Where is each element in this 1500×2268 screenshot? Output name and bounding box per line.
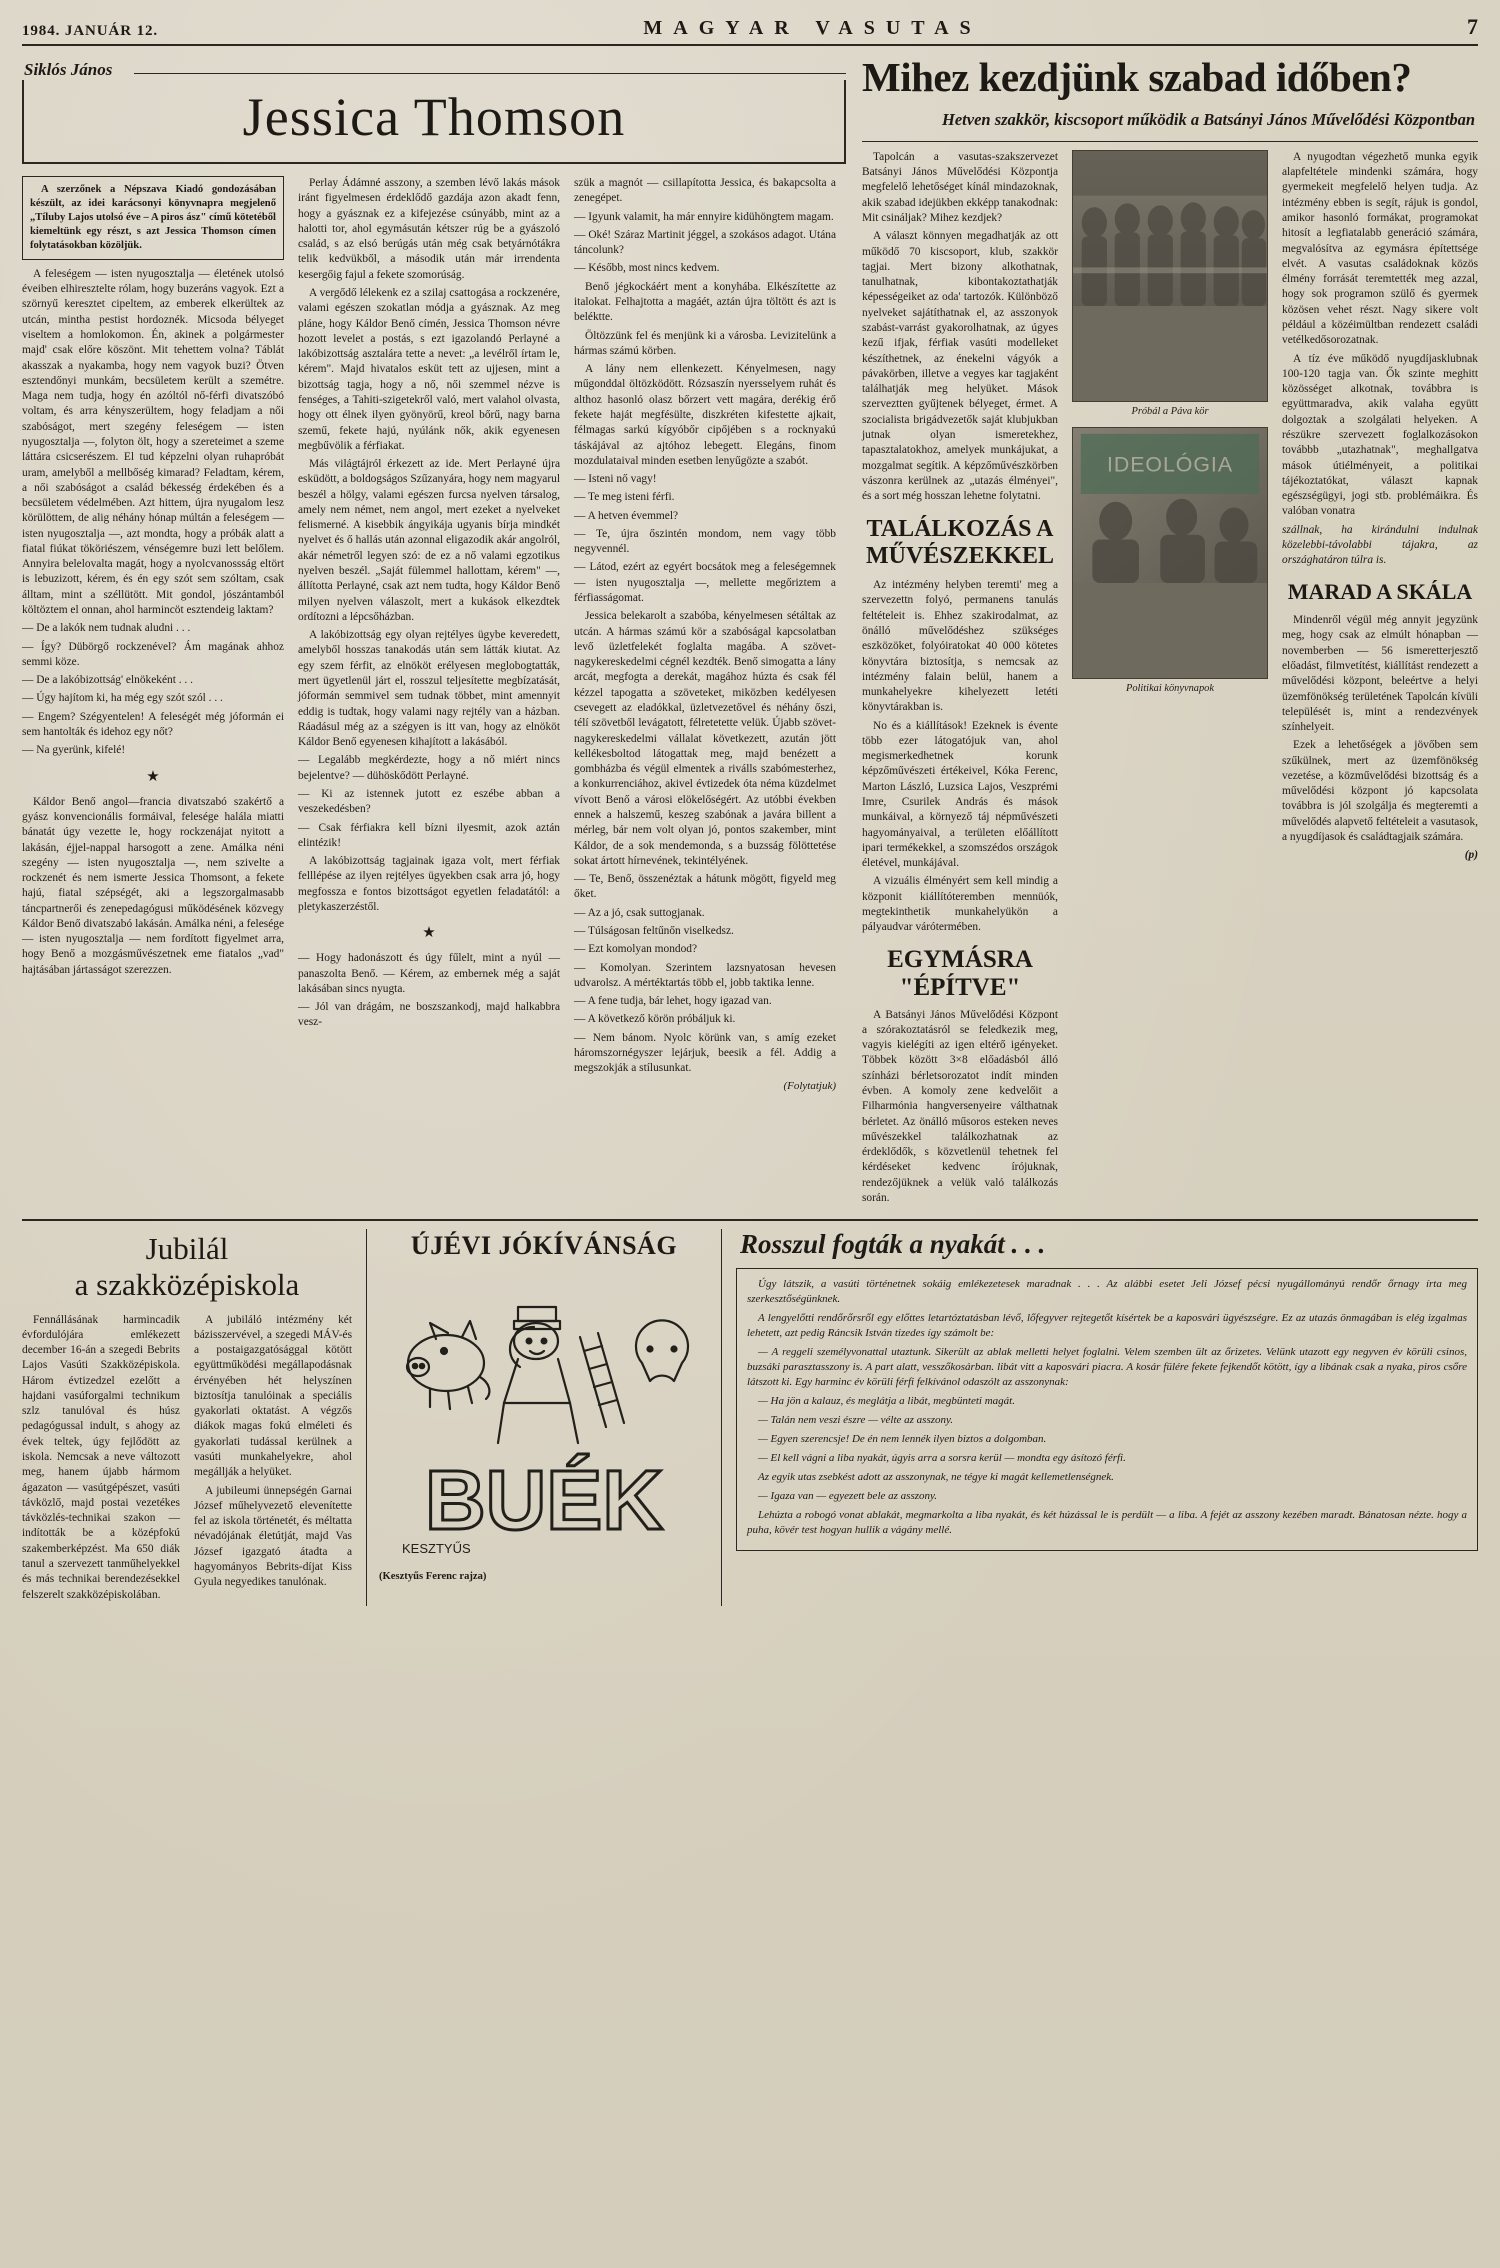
story-headline-box — [22, 80, 846, 164]
paragraph: — Ezt komolyan mondod? — [574, 943, 698, 956]
paragraph: — Talán nem veszi észre — vélte az asszony. — [758, 1413, 954, 1426]
section-divider-star: ★ — [146, 768, 160, 785]
paragraph: A Batsányi János Művelődési Központ a szórakoztatásról se feledkezik meg, vagyis kielégíti az igen eltérő igényeket. Többek között 3×8 előadásból álló színházi bérletsorozatot indít minden évben. A komoly zene kedvelőit a Filharmónia hangversenyeire válthatnak bérletet. Az önálló műsoros esteken neves művészekkel találkozhatnak az érdeklődők, s közvetlenül tehetnek fel kérdéseket kedvenc írójuknak, rendezőjüknek a velük való találkozás során. — [862, 1008, 1058, 1204]
masthead-date: 1984. JANUÁR 12. — [22, 23, 159, 39]
paragraph: — Jól van drágám, ne boszszankodj, majd halkabbra vesz- — [298, 1001, 560, 1029]
cartoon-lettering: BUÉK — [424, 1453, 664, 1548]
jubilal-title-line2: a szakközépiskola — [74, 1266, 300, 1302]
paragraph: Úgy látszik, a vasúti történetnek sokáig emlékezetesek maradnak . . . Az alábbi esetet Jeli József pécsi nyugállományú rendőr őrnagy írta meg szerkesztőségünknek. — [747, 1278, 1467, 1306]
section-heading-talalkozas: TALÁLKOZÁS A MŰVÉSZEKKEL — [865, 516, 1055, 570]
masthead-title: MAGYAR VASUTAS — [643, 17, 982, 39]
paragraph: — Később, most nincs kedvem. — [574, 262, 720, 275]
divider — [862, 141, 1478, 142]
cartoonist-signature: KESZTYŰS — [402, 1541, 471, 1557]
left-columns — [22, 176, 846, 1094]
svg-text:IDEOLÓGIA: IDEOLÓGIA — [1106, 452, 1234, 477]
bottom-section — [22, 1219, 1478, 1606]
paragraph: — Úgy hajítom ki, ha még egy szót szól . . . — [22, 692, 223, 705]
ujevi-cartoon-article — [366, 1229, 722, 1606]
paragraph: — Csak férfiakra kell bízni ilyesmit, azok aztán elintézik! — [298, 821, 560, 849]
paragraph: A tíz éve működő nyugdíjasklubnak 100-120 tagja van. Ők szinte meghitt közösséget alkotnak, továbbra is együttmaradva, akik valaha együtt dolgoztak a szolgálati helyeken. A részükre szervezett foglalkozásokon továbbb „utazhatnak", meghallgatva mások útiélményeit, a politikai tájékoztatókat, választ kapnak egészségügyi, jogi stb. problémáikra. És valóban vonatra — [1282, 352, 1478, 518]
paragraph: Más világtájról érkezett az ide. Mert Perlayné újra esküdött, a boldogságos Szűzanyára, hogy nem magyarul beszél a hölgy, valami egészen furcsa nyelven társalog, amely nem német, nem angol, mert ezeket a nyelveket felismerné. A kisebbik ángyikája ugyanis bírja mindkét nyelvet és ő hallás után azonnal eligazodik akár angolról, akár németről legyen szó: de ez a nő valami egzotikus nyelven beszél. „Saját fülemmel hallottam, kérem" —, állította Perlayné, csak azt nem tudta, hogy Káldor Benő milyen nyelven válaszolt, mert a kukások elkezdtek ordítozni a lépcsőházban. — [298, 458, 560, 623]
paragraph: — Túlságosan feltűnőn viselkedsz. — [574, 924, 734, 937]
paragraph: — De a lakók nem tudnak aludni . . . — [22, 622, 191, 635]
paragraph: — A hetven évemmel? — [574, 509, 679, 522]
story-lead — [22, 176, 284, 260]
paragraph: A jubileumi ünnepségén Garnai József műhelyvezető elevenítette fel az iskola történetét, és méltatta névadójának életútját, majd Vas József igazgató átadta a hagyományos Bebrits-díjat Kiss Gyula negyedikes tanulónak. — [194, 1484, 352, 1589]
paragraph: — Így? Dübörgő rockzenével? Ám magának ahhoz semmi köze. — [22, 640, 284, 668]
photo-graphic — [1073, 428, 1267, 583]
cartoon-caption: (Kesztyűs Ferenc rajza) — [379, 1571, 487, 1583]
story-lead-text: A szerzőnek a Népszava Kiadó gondozásában készült, az idei karácsonyi könyvnapra megjelenő „Tíluby Lajos utolsó éve – A piros ász" című kötetéből kiemeltünk egy részt, s azt Jessica Thomson címen folytatásokban közöljük. — [30, 184, 276, 251]
paragraph: — Nem bánom. Nyolc körünk van, s amíg ezeket háromszornégyszer lejárjuk, beesik a fél. Addig a megszokják a stílusunkat. — [574, 1031, 836, 1075]
rosszul-title: Rosszul fogták a nyakát . . . — [740, 1229, 1046, 1260]
paragraph: Mindenről végül még annyit jegyzünk meg, hogy csak az elmúlt hónapban — novemberben — 56 ismeretterjesztő előadást, filmvetítést, kiállítást rendezett a művelődési központ, beleértve a helyi üzemfönökség területének Tapolcán kívüli települését is, mint a rendezvények színhelyeit. — [1282, 614, 1478, 734]
right-column-3 — [1282, 150, 1478, 1209]
paragraph: — Ha jön a kalauz, és meglátja a libát, megbünteti magát. — [758, 1394, 1015, 1407]
paragraph: — Te meg isteni férfi. — [574, 491, 675, 504]
paragraph: A nyugodtan végezhető munka egyik alapfeltétele mindenki számára, hogy gyermekeit megfelelő helyen tudja. Az intézmény ebben is segít, rájuk is gondol, amikor hasonló formákat, programokat hitosít a legfiatalabb generáció számára, megvalósítva az egymásra építettsége elvét. A vasutas családoknak közös élmény forrását teremtették meg azzal, hogy sok programon szülő és gyermek közösen vehet részt. Nagy sikere volt például a közéimültban rendezett családi vetélkedősorozatnak. — [1282, 150, 1478, 347]
paragraph: — Te, Benő, összenéztak a hátunk mögött, figyeld meg őket. — [574, 873, 836, 901]
left-column-2 — [298, 176, 560, 1094]
section-heading-egymasra: EGYMÁSRA "ÉPÍTVE" — [887, 945, 1033, 1001]
ujevi-title: ÚJÉVI JÓKÍVÁNSÁG — [410, 1231, 678, 1261]
jubilal-column-2 — [194, 1313, 352, 1606]
right-subheadline: Hetven szakkör, kiscsoport működik a Batsányi János Művelődési Központban — [942, 109, 1476, 129]
jubilal-column-1 — [22, 1313, 180, 1606]
continuation-note: (Folytatjuk) — [783, 1080, 836, 1093]
paragraph: Fennállásának harmincadik évfordulójára emlékezett december 16-án a szegedi Bebrits Lajos Vasúti Szakközépiskola. Három évtizedzel ezelőtt a hajdani vasúforgalmi technikum szlz tanulóval és húsz pedagógussal indult, s ahogy az évek teltek, úgy fejlődött az iskola. Nemcsak a neve változott meg, hanem újabb hármom ágazaton — vasútgépészet, vasúti távközlő, majd postai vezetékes távközlés-technikai szakon — indították be a középfokú szakemberképzést. Ma 650 diák tanul a szervezett tanműhelyekkel és más technikai berendezésekkel felszerelt szakközépiskolában. — [22, 1313, 180, 1601]
right-headline: Mihez kezdjünk szabad időben? — [862, 54, 1412, 100]
paragraph: A választ könnyen megadhatják az ott működő 70 kiscsoport, klub, szakkör tagjai. Mert bizony alkothatnak, tanulhatnak, kibontakoztathatják képességeiket az oda' tartozók. Különböző nyelveket sajátíthatnak el, az asszonyok szabást-varrást gyakorolhatnak, az úgyes kezű ifjak, férfiak vasúti modelleket készíthetnek, az énekelni vágyók a pávakörben, illetve a vegyes kar tagjaként találhatják meg helyüket. Mások szerveztten gyűjtenek bélyeget, érmet. A szocialista brigádvezetők saját klubjukban jutnak olyan ismeretekhez, tapasztalatokhoz, amelyek munkájukat, a mozgalmat segítik. A képzőművészkörben vászonra kerülnek az „utazás élményei", és a sort még hosszan lehetne folytatni. — [862, 230, 1058, 503]
paragraph: — Hogy hadonászott és úgy fűlelt, mint a nyúl — panaszolta Benő. — Kérem, az embernek még a saját lakásában sincs nyugta. — [298, 952, 560, 995]
masthead — [22, 14, 1478, 46]
paragraph: — Oké! Száraz Martinit jéggel, a szokásos adagot. Utána táncolunk? — [574, 228, 836, 257]
jubilal-title-line1: Jubilál — [145, 1231, 229, 1267]
paragraph: — A fene tudja, bár lehet, hogy igazad van. — [574, 995, 772, 1008]
top-section — [22, 52, 1478, 1209]
rosszul-body — [736, 1268, 1478, 1550]
paragraph-italic: szállnak, ha kirándulni indulnak közelebbi-távolabbi tájakra, az országhatáron túlra is. — [1282, 523, 1478, 567]
paragraph: A jubiláló intézmény két bázisszervével, a szegedi MÁV-és a postaigazgatósággal kötött együttműködési megállapodásnak érvényében hét helyszínen biztosítja tanulóinak a speciális gyakorlati oktatást. A végzős diákok magas fokú elméleti és gyakorlati tudással kerülnek a vasúti munkahelyekre, ahol megállják a helyüket. — [194, 1313, 352, 1479]
paragraph: Perlay Ádámné asszony, a szemben lévő lakás mások iránt figyelmesen érdeklődő gazdája azon akadt fenn, hogy a gyásznak ez a kifejezése csúnyább, mint az a halotti tor, ahol egymásután kétszer rúg be a gyászoló család, s az elsó berúgás után még csak betyárnótákra telik kedvükből, a második után már irrendenta kesergőig fajul a fekete szomorúság. — [298, 177, 560, 281]
paragraph: A lengyelőtti rendőrőrsről egy előttes letartóztatásban lévő, lőfegyver rejtegetőt kísértek be a kaposvári ügyészségre. Ez az utazás önmagában is elég izgalmas lehetett, azt pedig Ráncsik István tizedes így számolt be: — [747, 1312, 1467, 1340]
paragraph: No és a kiállítások! Ezeknek is évente több ezer látogatójuk van, ahol megismerkedhetnek korunk képzőművészeti értékeivel, Kóka Ferenc, Marton László, Luzsica Lajos, Veszprémi Imre, Csurilek András és mások munkáival, a környező táj népművészeti hagyományaival, a területen előállított ipari termékekkel, a szomszédos országok életével, munkájával. — [862, 719, 1058, 870]
paragraph: A lakóbizottság tagjainak igaza volt, mert férfiak felllépése az ilyen rejtélyes ügyekben csak arra jó, hogy megfossza e fontos bizottságot egyetlen feladatától: a pletykaszerzéstől. — [298, 855, 560, 913]
story-author: Siklós János — [24, 60, 846, 80]
paragraph: — A reggeli személyvonattal utaztunk. Sikerült az ablak melletti helyet foglalni. Velem szemben ült az őrizetes. Velünk utazott egy negyven év körüli csinos, buzsáki parasztasszony is. A part alatt, vesszőkosárban. libát vitt a kaposvári piacra. A kosár fülére fekete fejkendőt kötött, így a libának csak a nyaka, piros csőre látszott ki. Egy harminc év körüli férfi felkívánol odaszólt az asszonynak: — [747, 1346, 1467, 1388]
section-heading-marad: MARAD A SKÁLA — [1287, 579, 1473, 605]
paragraph: — El kell vágni a liba nyakát, úgyis arra a sorsra kerül — mondta egy ásítozó férfi. — [758, 1451, 1126, 1464]
paragraph: Lehúzta a robogó vonat ablakát, megmarkolta a liba nyakát, és két húzással le is perdült — a liba. A fejét az asszony kezében maradt. Bánatosan nézte. hogy a puha, kövér test hogyan hullik a vágány mellé. — [747, 1508, 1467, 1536]
section-divider-star: ★ — [422, 925, 436, 942]
rosszul-article — [736, 1229, 1478, 1606]
paragraph: Az intézmény helyben teremti' meg a szervezettn folyó, permanens tanulás feltételeit is. Ehhez szakirodalmat, az önálló művelődéshez szükséges eszközöket, folyóiratokat 40 000 kötetes könyvtára biztosítja, s nemcsak az intézmény falain belül, hanem a munkahelyekre kihelyezett letéti könyvtárakban is. — [862, 579, 1058, 714]
paragraph: Öltözzünk fel és menjünk ki a városba. Levizitelünk a hármas számú körben. — [574, 329, 836, 357]
paragraph: — Az a jó, csak suttogjanak. — [574, 906, 705, 919]
cartoon-illustration — [379, 1267, 709, 1567]
paragraph: — De a lakóbizottság' elnökeként . . . — [22, 674, 193, 687]
paragraph: — Egyen szerencsje! De én nem lennék ilyen biztos a dolgomban. — [758, 1432, 1047, 1445]
paragraph: — Látod, ezért az egyért bocsátok meg a feleségemnek — isten nyugosztalja —, mellette megőriztem a férfiasságomat. — [574, 561, 836, 605]
paragraph: — Na gyerünk, kifelé! — [22, 744, 126, 757]
paragraph: A vergődő lélekenk ez a szilaj csattogása a rockzenére, valami egészen szokatlan módja a gyásznak. Az meg pláne, hogy Káldor Benő címén, Jessica Thomson névre hozott levelet a postás, s ezt igazolandó Perlayné a lakóbizottság asztalára tette a nevet: „a levélről írtam le, kérem". Majd hivatalos esküt tett az ujjesen, mint a bizottság tagja, hogy a nő, női szemmel nézve is fenséges, a Tahiti-szigetekről való, mert valahol olvasta, hogy ott élnek ilyen gyönyörű, kreol bőrű, nagy barna szemű, fekete hajú, nyúlánk nők, akik egyenesen megbűvölik a férfiakat. — [298, 286, 560, 452]
jubilal-columns — [22, 1313, 352, 1606]
paragraph: — Te, újra őszintén mondom, nem vagy több negyvennél. — [574, 527, 836, 556]
right-columns — [862, 150, 1478, 1209]
left-column-3 — [574, 176, 836, 1094]
paragraph: Káldor Benő angol—francia divatszabó szakértő a gyász konvencionális formáival, felesége halála miatti bánatát úgy vezette le, hogy rockzenájat nyitott a lakásán, éjjel-nappal harsogott a zene. Amálka néni szegény — isten nyugosztalja —, nem szivelte a rockzenét és nem ismerte Jessica Thomsont, a fekete hajú, fiatal szépségét, aki a legszorgalmasabb táncpartnerői és zenepedagógusi működésének közvegy Káldor Benő divatszabó lakásán. Amálka néni, a felesége — isten nyugosztalja — nem fordított figyelmet arra, hogy Benő a mozgásművészetnek eme fiatalos „vad" hajtásában jártasságot szerezzen. — [22, 795, 284, 976]
left-story — [22, 52, 846, 1209]
paragraph: Az egyik utas zsebkést adott az asszonynak, ne tégye ki magát kellemetlenségnek. — [758, 1470, 1114, 1483]
masthead-page-number: 7 — [1467, 14, 1478, 39]
paragraph: A lakóbizottság egy olyan rejtélyes ügybe keveredett, amelyből hosszas tanakodás után sem látták kiutat. Az egy szem férfit, az elnököt erélyesen meglobogtatták, mert ügyetlenül járt el, rosszul teljesítette megbízatását, jóformán semmivel sem tudnak többet, mint amennyit eddig is tudtak, hogy valami nagy rejtély van a házban. Ráadásul még az a szégyen is itt van, hogy az elnököt Káldor Benő egyenesen kihajított a lakásából. — [298, 629, 560, 749]
left-column-1 — [22, 176, 284, 1094]
jubilal-title — [22, 1231, 352, 1302]
jubilal-article — [22, 1229, 352, 1606]
paragraph: A vizuális élményért sem kell mindig a közponit kiállítóteremben mennüók, megtekinthetik munkahelyükön a pályaudvar várótermében. — [862, 875, 1058, 934]
cartoon-graphic — [379, 1267, 709, 1567]
paragraph: — Igaza van — egyezett bele az asszony. — [758, 1489, 938, 1502]
photo-caption-konyvnapok: Politikai könyvnapok — [1125, 682, 1214, 694]
paragraph: szük a magnót — csillapította Jessica, és bakapcsolta a zenegépet. — [574, 177, 836, 205]
paragraph: — Isteni nő vagy! — [574, 473, 657, 486]
photo-graphic — [1073, 151, 1267, 306]
paragraph: Jessica belekarolt a szabóba, kényelmesen sétáltak az utcán. A hármas számú kör a szabóságal kapcsolatban levő üzletfelekét foglalta magába. A szövet-nagykereskedelmi cégnél kezdték. Benő simogatta a lány arcát, megfogta a derekát, magához húzta és csak fél kézzel tapogatta a szöveteket, miközben kedélyesen csevegett az eladókkal, üzletvezetővel és néhány őszi, télí szövetből levágatott, félretetette velük. Újabb szövet-nagykereskedelmi vállalat következett, azután jött kellékesboltod látogattak meg, majd benézett a gombházba és végül elmentek a riválls szabómesterhez, a konkurrenciához, akivel évtizedek óta néma küzdelmet vívott Benő a városi elökelőségért. Az utóbbi években ennek a halszemű, keszeg szabónak a javára billent a mérleg, bár nem volt olyan jó, pontos szakember, mint Káldor, de a sok mendemonda, s a buzsság fölöttetése sokat ártott hírnevének, tekintélyének. — [574, 610, 836, 867]
photo-caption-pava: Próbál a Páva kör — [1131, 405, 1209, 417]
paragraph: — A következő körön próbáljuk ki. — [574, 1013, 736, 1026]
photo-politikai-konyvnapok — [1072, 427, 1268, 679]
paragraph: — Igyunk valamit, ha már ennyire kidühöngtem magam. — [574, 210, 834, 223]
paragraph: — Legalább megkérdezte, hogy a nő miért nincs bejelentve? — dühöskődött Perlayné. — [298, 754, 560, 782]
story-title: Jessica Thomson — [242, 87, 626, 147]
photo-pava-kor — [1072, 150, 1268, 402]
paragraph: — Ki az istennek jutott ez eszébe abban a veszekedésben? — [298, 787, 560, 816]
right-story — [862, 52, 1478, 1209]
paragraph: — Engem? Szégyentelen! A feleségét még jóformán ei sem hantolták és idehoz egy nőt? — [22, 710, 284, 738]
paragraph: Benő jégkockáért ment a konyhába. Elkészítette az italokat. Felhajtotta a magáét, aztán újra töltött és azt is beléktte. — [574, 280, 836, 324]
paragraph: Ezek a lehetőségek a jövőben sem szűkülnek, mert az üzemfönökség vezetése, a közművelődési bizottság és a művelődési központ jó kapcsolata továbbra is jól szolgálja és megteremti a művelődés alapvető feltételeit a vasutasok, a nyugdíjasok és családtagjaik számára. — [1282, 739, 1478, 844]
paragraph: — Komolyan. Szerintem lazsnyatosan hevesen udvarolsz. A mértéktartás több el, jobb taktika lenne. — [574, 961, 836, 989]
right-column-2-photos — [1072, 150, 1268, 1209]
byline-initials: (p) — [1464, 849, 1478, 862]
paragraph: A feleségem — isten nyugosztalja — életének utolsó éveiben elhiresztelte rólam, hogy buzeráns vagyok. Ezt a szörnyű keresztet cipeltem, az emberek elkerültek az utcán, mintha pestist hordoznék. Micsoda bélyeget viseltem a homlokomon. Én, akinek a polgármester majd' csak előre köszönt. Mit tehettem volna? Táblát akasszak a nyakamba, hogy nem vagyok buzi? Ötven esztendőnyi munkám, becsületem került a szemétre. Maga nem tudja, hogy én azóltól nő-férfi divatszóbó voltam, és arra kényszerültem, hogy feladjam a női szabóságot, mert szegény feleségem — isten nyugosztalja —, folyton ölt, hogy a szereteimet a szeme láttára csicserészem. El tud képzelni olyan ruhapróbát uram, amelyből a mellbőség kimarad? Feladtam, kérem, a női szabóságot a család békesség érdekében és a becsületem védelmében. Azt hittem, újra nyugalom lesz körülöttem, de alig néhány hónap múltán a feleségem — isten nyugosztalja —, azt mondta, hogy a próbák alatt a fiatal fiúkat tököriészem, vénségemre buzi lett belőlem. Annyira belelovalta magát, hogy a nyolcvanossság eltört is lebuzizott, kérem, és én egy szót sem szóltam, csak álltam, mint a széllütött. Mit gondol, jószántamból költöztem el onnan, ahol harmincöt esztendeig laktam? — [22, 267, 284, 617]
paragraph: Tapolcán a vasutas-szakszervezet Batsányi János Művelődési Központja megfelelő lehetőséget kínál mindazoknak, akik szabad idejükben ekképp tanakodnak: Mit csináljak? Mihez kezdjek? — [862, 150, 1058, 225]
paragraph: A lány nem ellenkezett. Kényelmesen, nagy műgonddal öltözködött. Rózsaszín nyersselyem ruhát és althoz hasonló olasz bőrzert vett magára, derékig érő fekete haját megfésülte, diszkréten kifestette ajkait, félmagas sarkú kígyóbőr cipőjében s a rocknyakú táskájával az ajtóhoz lebegett. Elegáns, finom mozdulataival minden esetben lenyűgözte a szabót. — [574, 363, 836, 467]
right-column-1 — [862, 150, 1058, 1209]
